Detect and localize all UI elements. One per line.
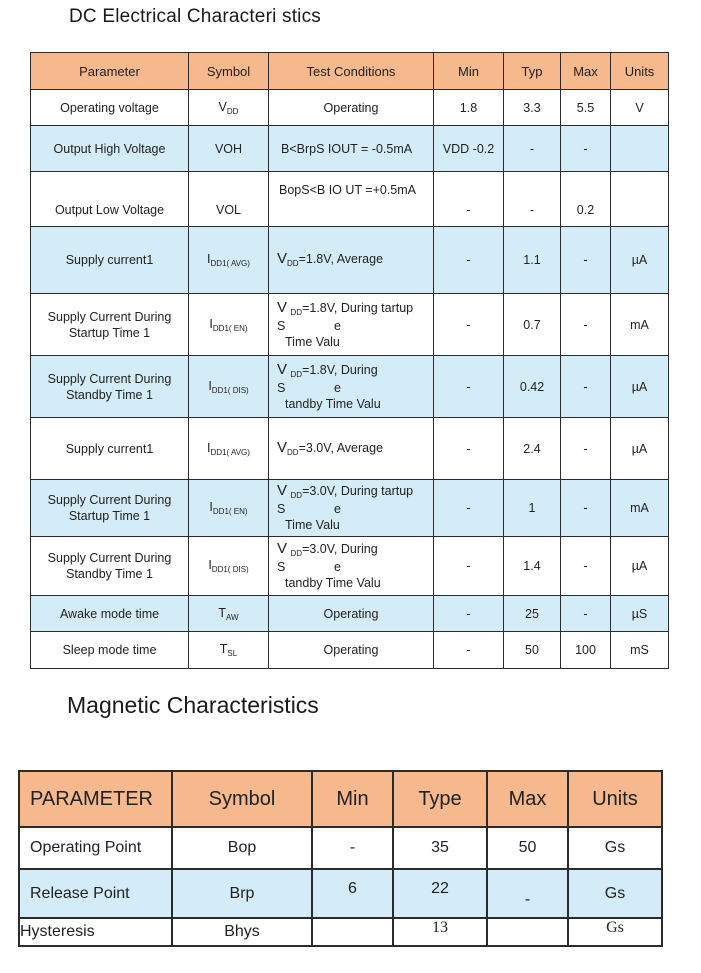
symbol-cell: VOH xyxy=(189,126,269,172)
min-cell: - xyxy=(434,227,504,294)
units-cell xyxy=(611,126,669,172)
min-cell: - xyxy=(312,827,393,869)
typ-cell: 2.4 xyxy=(504,418,561,480)
min-cell: - xyxy=(434,418,504,480)
header-parameter: Parameter xyxy=(31,53,189,90)
max-cell: - xyxy=(561,596,611,632)
symbol-cell: Bop xyxy=(172,827,312,869)
magnetic-section-title: Magnetic Characteristics xyxy=(67,692,319,718)
param-cell: Operating voltage xyxy=(31,90,189,126)
condition-cell: $V_{DD}=1.8V$, Average xyxy=(269,227,434,294)
header-units: Units xyxy=(611,53,669,90)
symbol-cell: $I_{DD1( AVG)}$ xyxy=(189,418,269,480)
max-cell: 100 xyxy=(561,632,611,669)
param-cell: Awake mode time xyxy=(31,596,189,632)
header-symbol: Symbol xyxy=(189,53,269,90)
param-cell: Supply Current During Standby Time 1 xyxy=(31,356,189,418)
symbol-cell: $I_{DD1( DIS)}$ xyxy=(189,356,269,418)
typ-cell: 1.1 xyxy=(504,227,561,294)
typ-cell: 1.4 xyxy=(504,537,561,596)
table-row xyxy=(31,418,669,480)
units-cell: Gs xyxy=(568,827,662,869)
symbol-cell: $I_{DD1( EN)}$ xyxy=(189,294,269,356)
symbol-cell: $V_{DD}$ xyxy=(189,90,269,126)
param-cell: Supply Current During Standby Time 1 xyxy=(31,537,189,596)
symbol-cell: $T_{AW}$ xyxy=(189,596,269,632)
min-cell: - xyxy=(434,632,504,669)
table-row xyxy=(31,172,669,227)
max-cell xyxy=(487,918,568,946)
param-cell: Supply current1 xyxy=(31,418,189,480)
max-cell: - xyxy=(561,227,611,294)
symbol-cell: $I_{DD1( EN)}$ xyxy=(189,480,269,537)
table-header-row xyxy=(31,53,669,90)
condition-cell: V $_{DD}$=3.0V, During S e tandby Time Valu xyxy=(269,537,434,596)
units-cell xyxy=(611,172,669,227)
min-cell: 6 xyxy=(312,869,393,918)
max-cell: 0.2 xyxy=(561,172,611,227)
header-symbol: Symbol xyxy=(172,771,312,827)
table-row xyxy=(19,918,662,946)
typ-cell: 35 xyxy=(393,827,487,869)
condition-cell: V $_{DD}$=3.0V, During tartup S e Time Valu xyxy=(269,480,434,537)
symbol-cell: $I_{DD1( DIS)}$ xyxy=(189,537,269,596)
table-row xyxy=(31,596,669,632)
table-row xyxy=(31,126,669,172)
typ-cell: 0.7 xyxy=(504,294,561,356)
typ-cell: 13 xyxy=(393,918,487,946)
max-cell: - xyxy=(561,126,611,172)
table-row xyxy=(31,480,669,537)
typ-cell: 22 xyxy=(393,869,487,918)
max-cell: - xyxy=(561,418,611,480)
units-cell: V xyxy=(611,90,669,126)
typ-cell: 50 xyxy=(504,632,561,669)
header-max: Max xyxy=(487,771,568,827)
condition-cell: BopS<B IO UT =+0.5mA xyxy=(269,172,434,227)
table-row xyxy=(31,227,669,294)
param-cell: Supply Current During Startup Time 1 xyxy=(31,294,189,356)
param-cell: Release Point xyxy=(19,869,172,918)
symbol-cell: Brp xyxy=(172,869,312,918)
units-cell: µA xyxy=(611,356,669,418)
param-cell: Supply current1 xyxy=(31,227,189,294)
condition-cell: Operating xyxy=(269,90,434,126)
param-cell: Operating Point xyxy=(19,827,172,869)
table-row xyxy=(31,356,669,418)
header-typ: Typ xyxy=(504,53,561,90)
max-cell: - xyxy=(487,869,568,918)
max-cell: 5.5 xyxy=(561,90,611,126)
typ-cell: 1 xyxy=(504,480,561,537)
condition-cell: V $_{DD}$=1.8V, During S e tandby Time Valu xyxy=(269,356,434,418)
min-cell: - xyxy=(434,172,504,227)
units-cell: mA xyxy=(611,294,669,356)
typ-cell: 25 xyxy=(504,596,561,632)
min-cell: 1.8 xyxy=(434,90,504,126)
typ-cell: - xyxy=(504,172,561,227)
units-cell: µS xyxy=(611,596,669,632)
max-cell: - xyxy=(561,480,611,537)
min-cell: - xyxy=(434,537,504,596)
min-cell: - xyxy=(434,596,504,632)
symbol-cell: $I_{DD1( AVG)}$ xyxy=(189,227,269,294)
table-row xyxy=(19,827,662,869)
dc-section-title: DC Electrical Characteri stics xyxy=(69,6,321,27)
condition-cell: Operating xyxy=(269,632,434,669)
dc-characteristics-table xyxy=(30,52,669,669)
symbol-cell: Bhys xyxy=(172,918,312,946)
param-cell: Hysteresis xyxy=(19,918,172,946)
header-max: Max xyxy=(561,53,611,90)
max-cell: - xyxy=(561,294,611,356)
units-cell: µA xyxy=(611,227,669,294)
table-row xyxy=(31,90,669,126)
table-row xyxy=(31,537,669,596)
table-row xyxy=(31,294,669,356)
param-cell: Output High Voltage xyxy=(31,126,189,172)
min-cell: - xyxy=(434,480,504,537)
param-cell: Sleep mode time xyxy=(31,632,189,669)
header-units: Units xyxy=(568,771,662,827)
magnetic-characteristics-table xyxy=(18,770,663,947)
min-cell: VDD -0.2 xyxy=(434,126,504,172)
units-cell: Gs xyxy=(568,869,662,918)
max-cell: 50 xyxy=(487,827,568,869)
typ-cell: - xyxy=(504,126,561,172)
condition-cell: Operating xyxy=(269,596,434,632)
condition-cell: $V_{DD}=3.0V$, Average xyxy=(269,418,434,480)
units-cell: Gs xyxy=(568,918,662,946)
param-cell: Supply Current During Startup Time 1 xyxy=(31,480,189,537)
header-type: Type xyxy=(393,771,487,827)
header-test-conditions: Test Conditions xyxy=(269,53,434,90)
units-cell: µA xyxy=(611,418,669,480)
min-cell: - xyxy=(434,356,504,418)
symbol-cell: VOL xyxy=(189,172,269,227)
condition-cell: V $_{DD}$=1.8V, During tartup S e Time Valu xyxy=(269,294,434,356)
min-cell: - xyxy=(434,294,504,356)
min-cell xyxy=(312,918,393,946)
condition-cell: B<BrpS IOUT = -0.5mA xyxy=(269,126,434,172)
symbol-cell: $T_{SL}$ xyxy=(189,632,269,669)
header-min: Min xyxy=(312,771,393,827)
units-cell: mS xyxy=(611,632,669,669)
table-row xyxy=(19,869,662,918)
param-cell: Output Low Voltage xyxy=(31,172,189,227)
units-cell: mA xyxy=(611,480,669,537)
units-cell: µA xyxy=(611,537,669,596)
max-cell: - xyxy=(561,537,611,596)
typ-cell: 0.42 xyxy=(504,356,561,418)
table-header-row xyxy=(19,771,662,827)
typ-cell: 3.3 xyxy=(504,90,561,126)
header-min: Min xyxy=(434,53,504,90)
header-parameter: PARAMETER xyxy=(19,771,172,827)
table-row xyxy=(31,632,669,669)
max-cell: - xyxy=(561,356,611,418)
